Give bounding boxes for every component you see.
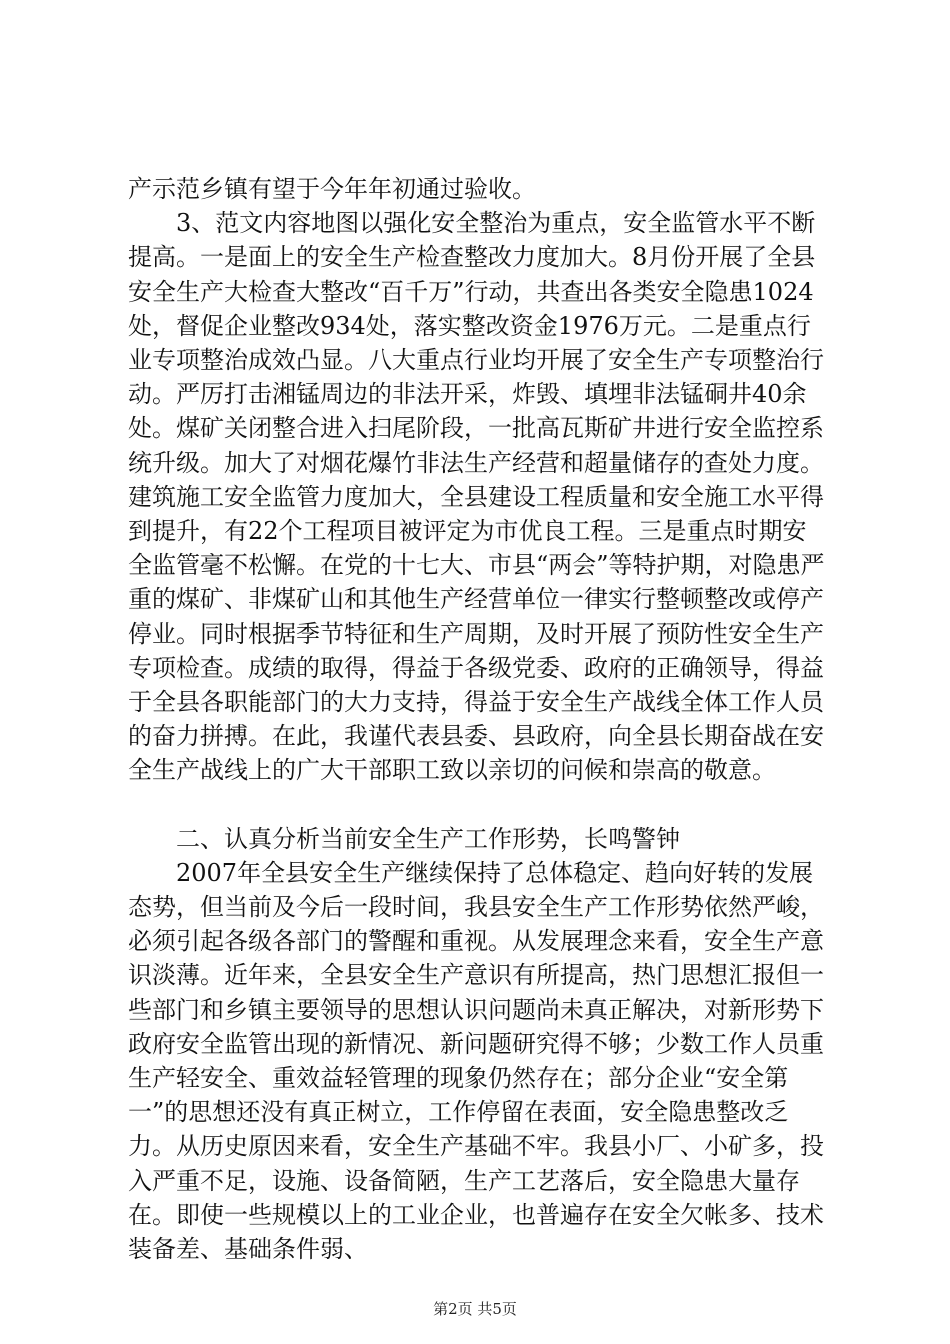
page-number-footer: 第2页 共5页 xyxy=(433,1300,517,1318)
document-body xyxy=(128,172,828,1266)
paragraph-safety-rectification: 3、范文内容地图以强化安全整治为重点，安全监管水平不断提高。一是面上的安全生产检查整改力度加大。8月份开展了全县安全生产大检查大整改“百千万”行动，共查出各类安全隐患1024处，督促企业整改934处，落实整改资金1976万元。二是重点行业专项整治成效凸显。八大重点行业均开展了安全生产专项整治行动。严厉打击湘锰周边的非法开采，炸毁、填埋非法锰硐井40余处。煤矿关闭整合进入扫尾阶段，一批高瓦斯矿井进行安全监控系统升级。加大了对烟花爆竹非法生产经营和超量储存的查处力度。建筑施工安全监管力度加大，全县建设工程质量和安全施工水平得到提升，有22个工程项目被评定为市优良工程。三是重点时期安全监管毫不松懈。在党的十七大、市县“两会”等特护期，对隐患严重的煤矿、非煤矿山和其他生产经营单位一律实行整顿整改或停产停业。同时根据季节特征和生产周期，及时开展了预防性安全生产专项检查。成绩的取得，得益于各级党委、政府的正确领导，得益于全县各职能部门的大力支持，得益于安全生产战线全体工作人员的奋力拼搏。在此，我谨代表县委、县政府，向全县长期奋战在安全生产战线上的广大干部职工致以亲切的问候和崇高的敬意。 xyxy=(128,209,825,785)
paragraph-continuation: 产示范乡镇有望于今年年初通过验收。 xyxy=(128,175,536,203)
paragraph-situation-analysis: 2007年全县安全生产继续保持了总体稳定、趋向好转的发展态势，但当前及今后一段时间，我县安全生产工作形势依然严峻，必须引起各级各部门的警醒和重视。从发展理念来看，安全生产意识淡薄。近年来，全县安全生产意识有所提高，热门思想汇报但一些部门和乡镇主要领导的思想认识问题尚未真正解决，对新形势下政府安全监管出现的新情况、新问题研究得不够；少数工作人员重生产轻安全、重效益轻管理的现象仍然存在；部分企业“安全第一”的思想还没有真正树立，工作停留在表面，安全隐患整改乏力。从历史原因来看，安全生产基础不牢。我县小厂、小矿多，投入严重不足，设施、设备简陋，生产工艺落后，安全隐患大量存在。即使一些规模以上的工业企业，也普遍存在安全欠帐多、技术装备差、基础条件弱、 xyxy=(128,858,824,1264)
section-heading: 二、认真分析当前安全生产工作形势，长鸣警钟 xyxy=(176,824,680,853)
